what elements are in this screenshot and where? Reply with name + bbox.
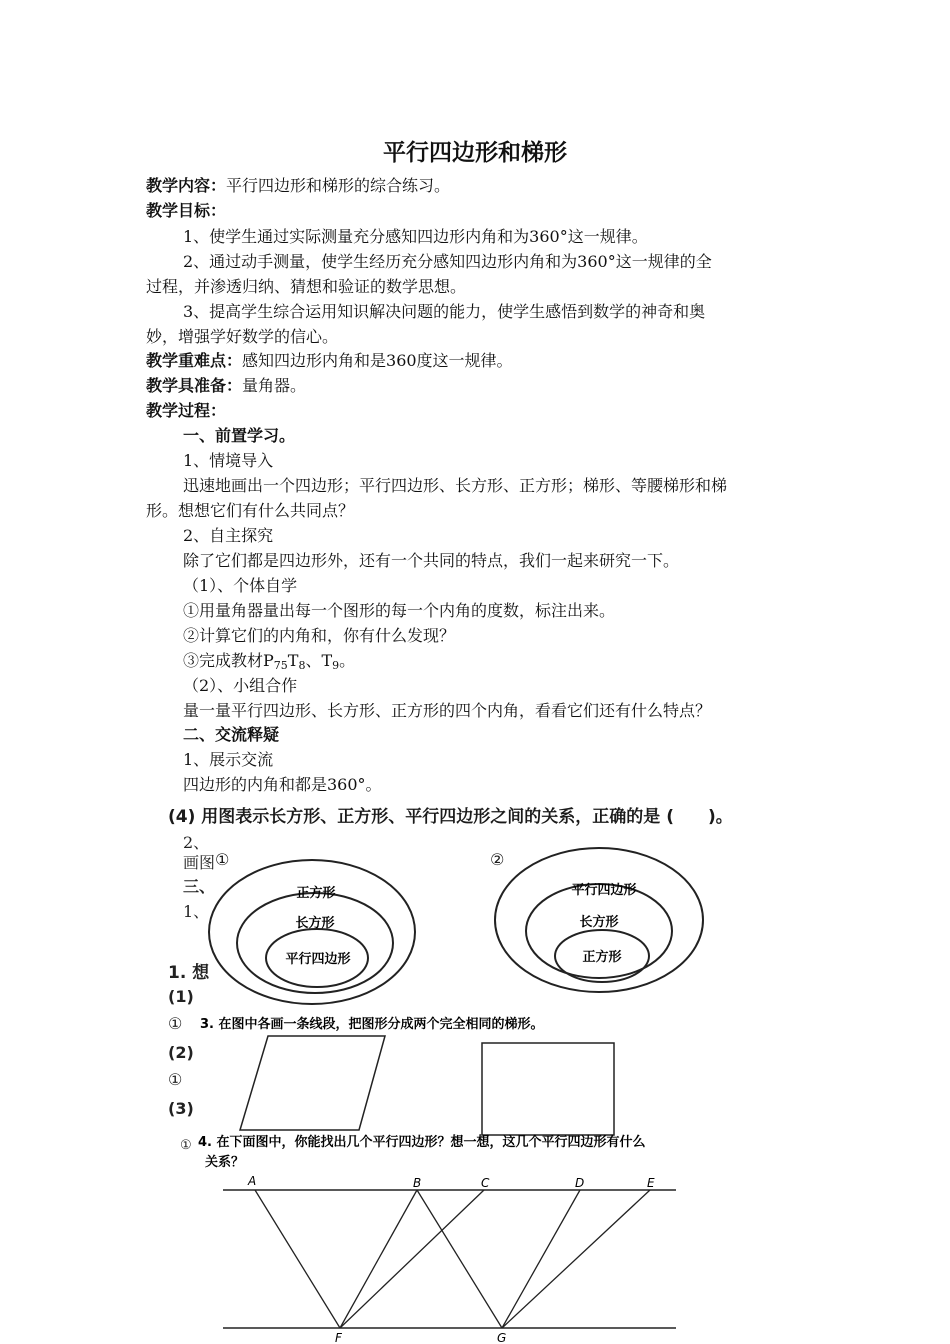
- s1-text-c: 除了它们都是四边形外，还有一个共同的特点，我们一起来研究一下。: [183, 551, 680, 570]
- fragment-7: ①: [168, 1014, 183, 1033]
- document-title: 平行四边形和梯形: [383, 140, 567, 166]
- sub-heading-2: （2）、小组合作: [183, 676, 298, 695]
- option-2-label: ②: [490, 850, 505, 869]
- s2-text: 四边形的内角和都是360°。: [183, 775, 382, 794]
- parallelogram-line-figure: [223, 1174, 676, 1344]
- s1-item-1: 1、情境导入: [183, 451, 274, 470]
- point-e-label: E: [647, 1176, 655, 1190]
- venn-2-middle-label: 长方形: [579, 915, 619, 930]
- point-b-label: B: [413, 1176, 422, 1190]
- exercise-diagrams: [168, 800, 808, 1344]
- key-label: 教学重难点：: [146, 351, 243, 370]
- venn-1-outer: [209, 860, 415, 1004]
- segment-af: [255, 1190, 340, 1328]
- venn-diagram-option-1: [209, 860, 415, 1004]
- content-label: 教学内容：: [146, 176, 227, 195]
- rectangle-shape: [482, 1043, 614, 1135]
- goal-3-second-line: 妙，增强学好数学的信心。: [146, 327, 339, 346]
- sub-2-text: 量一量平行四边形、长方形、正方形的四个内角，看看它们还有什么特点？: [183, 701, 712, 720]
- venn-diagram-option-2: [495, 848, 703, 992]
- venn-1-outer-label: 正方形: [296, 886, 336, 901]
- question-4-relation: (4) 用图表示长方形、正方形、平行四边形之间的关系，正确的是 ( )。: [168, 807, 733, 827]
- key-line: [146, 349, 513, 373]
- step-3-num-a: 8: [298, 659, 306, 672]
- segment-eg: [502, 1190, 650, 1328]
- step-3-num-b: 9: [332, 659, 340, 672]
- step-3-text: ③完成教材P: [183, 651, 274, 670]
- venn-1-middle: [237, 893, 393, 993]
- s2-item-1: 1、展示交流: [183, 750, 274, 769]
- tools-label: 教学具准备：: [146, 376, 243, 395]
- s1-item-2: 2、自主探究: [183, 526, 274, 545]
- goal-1: 1、使学生通过实际测量充分感知四边形内角和为360°这一规律。: [183, 227, 648, 246]
- key-text: 感知四边形内角和是360度这一规律。: [242, 351, 513, 370]
- step-1: ①用量角器量出每一个图形的每一个内角的度数，标注出来。: [183, 601, 616, 620]
- segment-bf: [340, 1190, 417, 1328]
- fragment-2: 画图: [183, 853, 216, 872]
- goal-3-first-line: 3、提高学生综合运用知识解决问题的能力，使学生感悟到数学的神奇和奥: [183, 302, 706, 321]
- option-1-label: ①: [215, 850, 230, 869]
- segment-bg: [417, 1190, 502, 1328]
- fragment-10: (3): [168, 1099, 194, 1118]
- fragment-9: ①: [168, 1070, 183, 1089]
- step-2: ②计算它们的内角和，你有什么发现？: [183, 626, 456, 645]
- fragment-1: 2、: [183, 833, 210, 852]
- goal-2-second-line: 过程，并渗透归纳、猜想和验证的数学思想。: [146, 277, 467, 296]
- fragment-5: 1. 想: [168, 963, 210, 983]
- fragment-3: 三、: [183, 877, 216, 896]
- segment-cf: [340, 1190, 484, 1328]
- point-f-label: F: [335, 1331, 342, 1344]
- process-label: 教学过程：: [146, 401, 227, 420]
- step-3-t: T: [287, 651, 299, 670]
- step-3-end: 。: [339, 651, 356, 670]
- s1-text-second-line: 形。想想它们有什么共同点？: [146, 501, 355, 520]
- step-3-page: 75: [273, 659, 288, 672]
- point-a-label: A: [248, 1174, 257, 1188]
- content-text: 平行四边形和梯形的综合练习。: [226, 176, 451, 195]
- question-3-text: 3. 在图中各画一条线段，把图形分成两个完全相同的梯形。: [200, 1017, 544, 1032]
- venn-1-middle-label: 长方形: [295, 916, 335, 931]
- step-3-sep: 、T: [305, 651, 333, 670]
- tools-text: 量角器。: [242, 376, 307, 395]
- s1-text-first-line: 迅速地画出一个四边形；平行四边形、长方形、正方形；梯形、等腰梯形和梯: [183, 476, 728, 495]
- question-4b-line-2: 关系？: [205, 1155, 245, 1170]
- venn-2-inner-label: 正方形: [582, 950, 622, 965]
- fragment-6: (1): [168, 987, 194, 1006]
- sub-heading-1: （1）、个体自学: [183, 576, 298, 595]
- fragment-8: (2): [168, 1043, 194, 1062]
- fragment-11: ①: [180, 1138, 192, 1153]
- section-1-heading: 一、前置学习。: [183, 426, 296, 445]
- venn-2-outer-label: 平行四边形: [571, 883, 637, 898]
- goals-label: 教学目标：: [146, 201, 227, 220]
- content-line: [146, 174, 450, 198]
- question-4b-line-1: 4. 在下面图中，你能找出几个平行四边形？想一想，这几个平行四边形有什么: [198, 1135, 646, 1150]
- segment-dg: [502, 1190, 580, 1328]
- fragment-4: 1、: [183, 902, 210, 921]
- section-2-heading: 二、交流释疑: [183, 725, 280, 744]
- point-g-label: G: [497, 1331, 507, 1344]
- venn-1-inner-label: 平行四边形: [285, 952, 351, 967]
- goal-2-first-line: 2、通过动手测量，使学生经历充分感知四边形内角和为360°这一规律的全: [183, 252, 712, 271]
- point-d-label: D: [575, 1176, 585, 1190]
- point-c-label: C: [481, 1176, 490, 1190]
- parallelogram-shape: [240, 1036, 385, 1130]
- tools-line: [146, 374, 306, 398]
- scanned-exercise-overlay: [168, 800, 808, 1344]
